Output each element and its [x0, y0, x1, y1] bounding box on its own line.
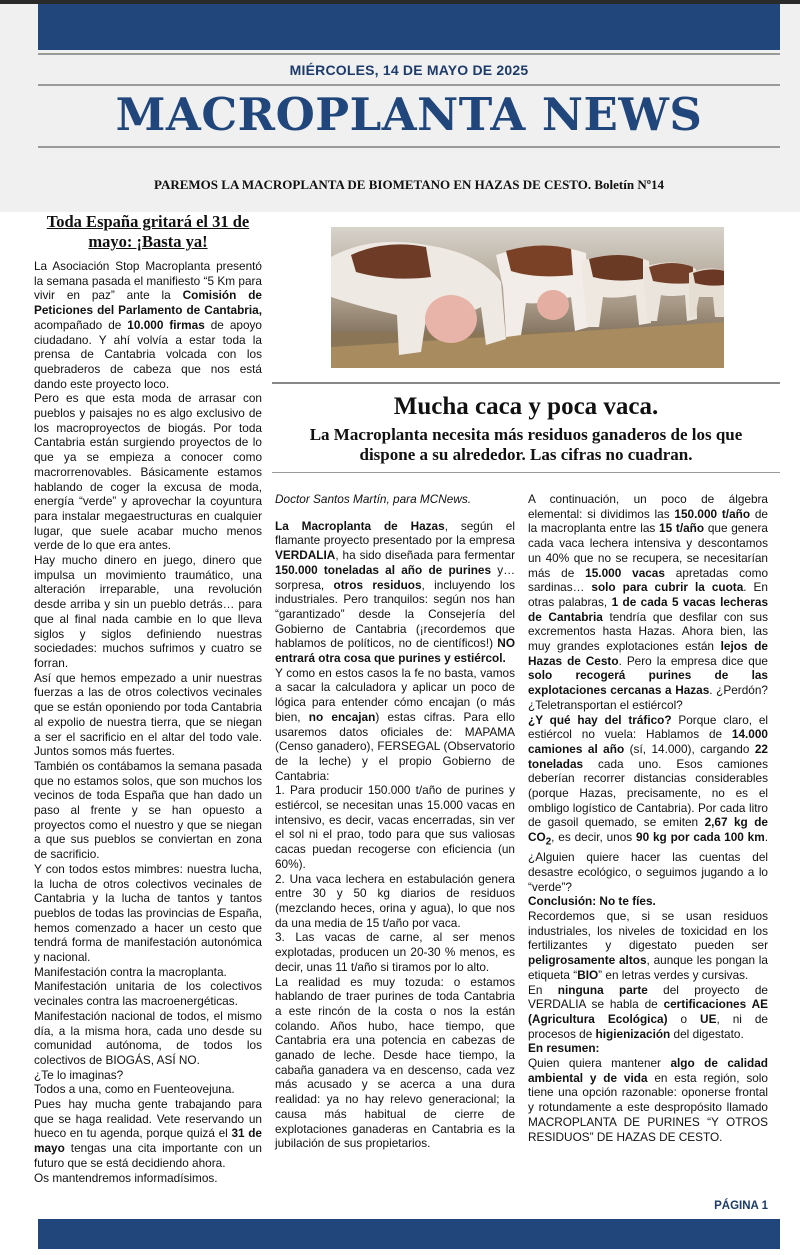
main-article-column-2: [528, 492, 768, 1144]
main-article-column-1: [275, 492, 515, 1151]
header-rule: [38, 84, 780, 86]
paragraph: La Macroplanta de Hazas, según el flamante proyecto presentado por la empresa VERDALIA, ha sido diseñada para fermentar 150.000 toneladas al año de purines y… sorpresa, otros residuos, incluyendo los industriales. Pero tranquilos: según nos han “garantizado” desde la Consejería del Gobierno de Cantabria (¡recordemos que hablamos de políticos, no de científicos!) NO entrará otra cosa que purines y estiércol.: [275, 518, 515, 666]
paragraph: Quien quiera mantener algo de calidad ambiental y de vida en esta región, solo tiene una opción razonable: oponerse frontal y rotundamente a este despropósito llamado MACROPLANTA DE PURINES “Y OTROS RESIDUOS” DE HAZAS DE CESTO.: [528, 1056, 768, 1144]
article-rule: [272, 382, 780, 384]
paragraph: La realidad es muy tozuda: o estamos hablando de traer purines de toda Cantabria a este rincón de la costa o nos la están colando. Años hubo, hace tiempo, que Cantabria era una potencia en cabezas de ganado de leche. Desde hace tiempo, la cabaña ganadera va en descenso, cada vez más acusado y se acerca a una dura realidad: ya no hay relevo generacional; la causa más habitual de cierre de explotaciones ganaderas en Cantabria es la jubilación de sus propietarios.: [275, 974, 515, 1151]
conclusion-label: Conclusión: No te fíes.: [528, 894, 656, 909]
header-rule: [38, 53, 780, 55]
paragraph: Pero es que esta moda de arrasar con pueblos y paisajes no es algo exclusivo de los macroproyectos de biogás. Por toda Cantabria están surgiendo proyectos de lo que ya se empieza a conocer como macrorrenovables. Básicamente estamos hablando de coger la excusa de moda, energía “verde” y aprovechar la coyuntura para instalar megaestructuras en cualquier lugar, que suele acabar mucho menos verde de lo que era antes.: [34, 391, 262, 553]
paragraph: Manifestación contra la macroplanta.: [34, 964, 227, 979]
issue-date: MIÉRCOLES, 14 DE MAYO DE 2025: [289, 62, 529, 78]
paragraph: 1. Para producir 150.000 t/año de purines y estiércol, se necesitan unas 15.000 vacas en intensivo, es decir, vacas encerradas, sin ver el sol ni el prao, todo para que sus valiosas cacas puedan recogerse con eficiencia (un 60%).: [275, 783, 515, 871]
main-deck: La Macroplanta necesita más residuos ganaderos de los que dispone a su alrededor. Las cifras no cuadran.: [309, 425, 743, 464]
byline: Doctor Santos Martín, para MCNews.: [275, 492, 472, 506]
masthead-subtitle: PAREMOS LA MACROPLANTA DE BIOMETANO EN HAZAS DE CESTO. Boletín Nº14: [153, 177, 665, 192]
main-headline: Mucha caca y poca vaca.: [393, 393, 659, 420]
paragraph: Recordemos que, si se usan residuos industriales, los niveles de toxicidad en los fertilizantes y digestato pueden ser peligrosamente altos, aunque les pongan la etiqueta “BIO” en letras verdes y cursivas.: [528, 909, 768, 982]
header-rule: [38, 146, 780, 148]
paragraph: Así que hemos empezado a unir nuestras fuerzas a las de otros colectivos vecinales que se están oponiendo por toda Cantabria al expolio de nuestra tierra, que se niegan a ser el sacrificio en el altar del todo vale. Juntos somos más fuertes.: [34, 670, 262, 759]
paragraph: Y con todos estos mimbres: nuestra lucha, la lucha de otros colectivos vecinales de Cantabria y la lucha de tantos y tantos pueblos de todas las provincias de España, hemos comenzado a hacer un cesto que tendrá forma de manifestación autonómica y nacional.: [34, 861, 262, 965]
paragraph: Os mantendremos informadísimos.: [34, 1170, 218, 1185]
footer-band: [38, 1219, 780, 1249]
article-rule: [272, 472, 780, 473]
left-headline: Toda España gritará el 31 de mayo: ¡Basta ya!: [46, 212, 250, 251]
paragraph: La Asociación Stop Macroplanta presentó la semana pasada el manifiesto “5 Km para vivir en paz” ante la Comisión de Peticiones del Parlamento de Cantabria, acompañado de 10.000 firmas de apoyo ciudadano. Y ahí volvía a estar toda la prensa de Cantabria volcada con los quebraderos de cabeza que nos está dando este proyecto loco.: [34, 259, 262, 391]
paragraph: A continuación, un poco de álgebra elemental: si dividimos las 150.000 t/año de la macroplanta entre las 15 t/año que genera cada vaca lechera intensiva y descontamos un 40% que no se recupera, se necesitarían más de 15.000 vacas apretadas como sardinas… solo para cubrir la cuota. En otras palabras, 1 de cada 5 vacas lecheras de Cantabria tendría que desfilar con sus excrementos hasta Hazas. Ahora bien, las muy grandes explotaciones están lejos de Hazas de Cesto. Pero la empresa dice que solo recogerá purines de las explotaciones cercanas a Hazas. ¿Perdón? ¿Teletransportan el estiércol?: [528, 492, 769, 712]
paragraph: 3. Las vacas de carne, al ser menos explotadas, producen un 20-30 % menos, es decir, unas 11 t/año si tiramos por lo alto.: [275, 930, 515, 974]
header-band: [38, 4, 780, 50]
summary-label: En resumen:: [528, 1041, 600, 1056]
paragraph: Pues hay mucha gente trabajando para que se haga realidad. Vete reservando un hueco en tu agenda, porque quizá el 31 de mayo tengas una cita importante con un futuro que se está decidiendo ahora.: [34, 1097, 262, 1170]
paragraph: Manifestación unitaria de los colectivos vecinales contra las macroenergéticas.: [34, 979, 262, 1009]
paragraph: Manifestación nacional de todos, el mismo día, a la misma hora, cada uno desde su comunidad autónoma, de todos los colectivos de BIOGÁS, ASÍ NO.: [34, 1008, 262, 1067]
cows-illustration: [331, 227, 724, 368]
paragraph: También os contábamos la semana pasada que no estamos solos, que son muchos los vecinos de toda España que han dado un paso al frente y se han opuesto a proyectos como el nuestro y que se niegan a que sus pueblos se conviertan en zona de sacrificio.: [34, 758, 262, 862]
paragraph: Y como en estos casos la fe no basta, vamos a sacar la calculadora y aplicar un poco de lógica para entender cómo encajan (o más bien, no encajan) estas cifras. Para ello usaremos datos oficiales de: MAPAMA (Censo ganadero), FERSEGAL (Observatorio de la leche) y el propio Gobierno de Cantabria:: [275, 665, 515, 783]
paragraph: En ninguna parte del proyecto de VERDALIA se habla de certificaciones AE (Agricultura Ecológica) o UE, ni de procesos de higienización del digestato.: [528, 982, 768, 1041]
paragraph: ¿Y qué hay del tráfico? Porque claro, el estiércol no vuela: Hablamos de 14.000 camiones al año (sí, 14.000), cargando 22 toneladas cada uno. Esos camiones deberían recorrer distancias considerables (porque Hazas, precisamente, no es el ombligo logístico de Cantabria). Por cada litro de gasoil quemado, se emiten 2,67 kg de $CO_2$, es decir, unos 90 kg por cada 100 km. ¿Alguien quiere hacer las cuentas del desastre ecológico, o seguimos jugando a lo “verde”?: [528, 712, 769, 894]
paragraph: Todos a una, como en Fuenteovejuna.: [34, 1082, 235, 1097]
left-article: [34, 212, 262, 1185]
paragraph: ¿Te lo imaginas?: [34, 1067, 124, 1082]
paragraph: 2. Una vaca lechera en estabulación genera entre 30 y 50 kg diarios de residuos (mezclando heces, orina y agua), lo que nos da una media de 15 t/año por vaca.: [275, 871, 515, 930]
masthead-title: MACROPLANTA NEWS: [115, 88, 703, 141]
paragraph: Hay mucho dinero en juego, dinero que impulsa un movimiento traumático, una alteración irreparable, una revolución desde arriba y sin un pueblo detrás… para que al final nada cambie en lo que lleva siglos y siglos definiendo nuestras sociedades: muchos sufrimos y cuatro se forran.: [34, 553, 262, 670]
page-number: PÁGINA 1: [714, 1200, 768, 1212]
cows-photo: [331, 227, 724, 368]
